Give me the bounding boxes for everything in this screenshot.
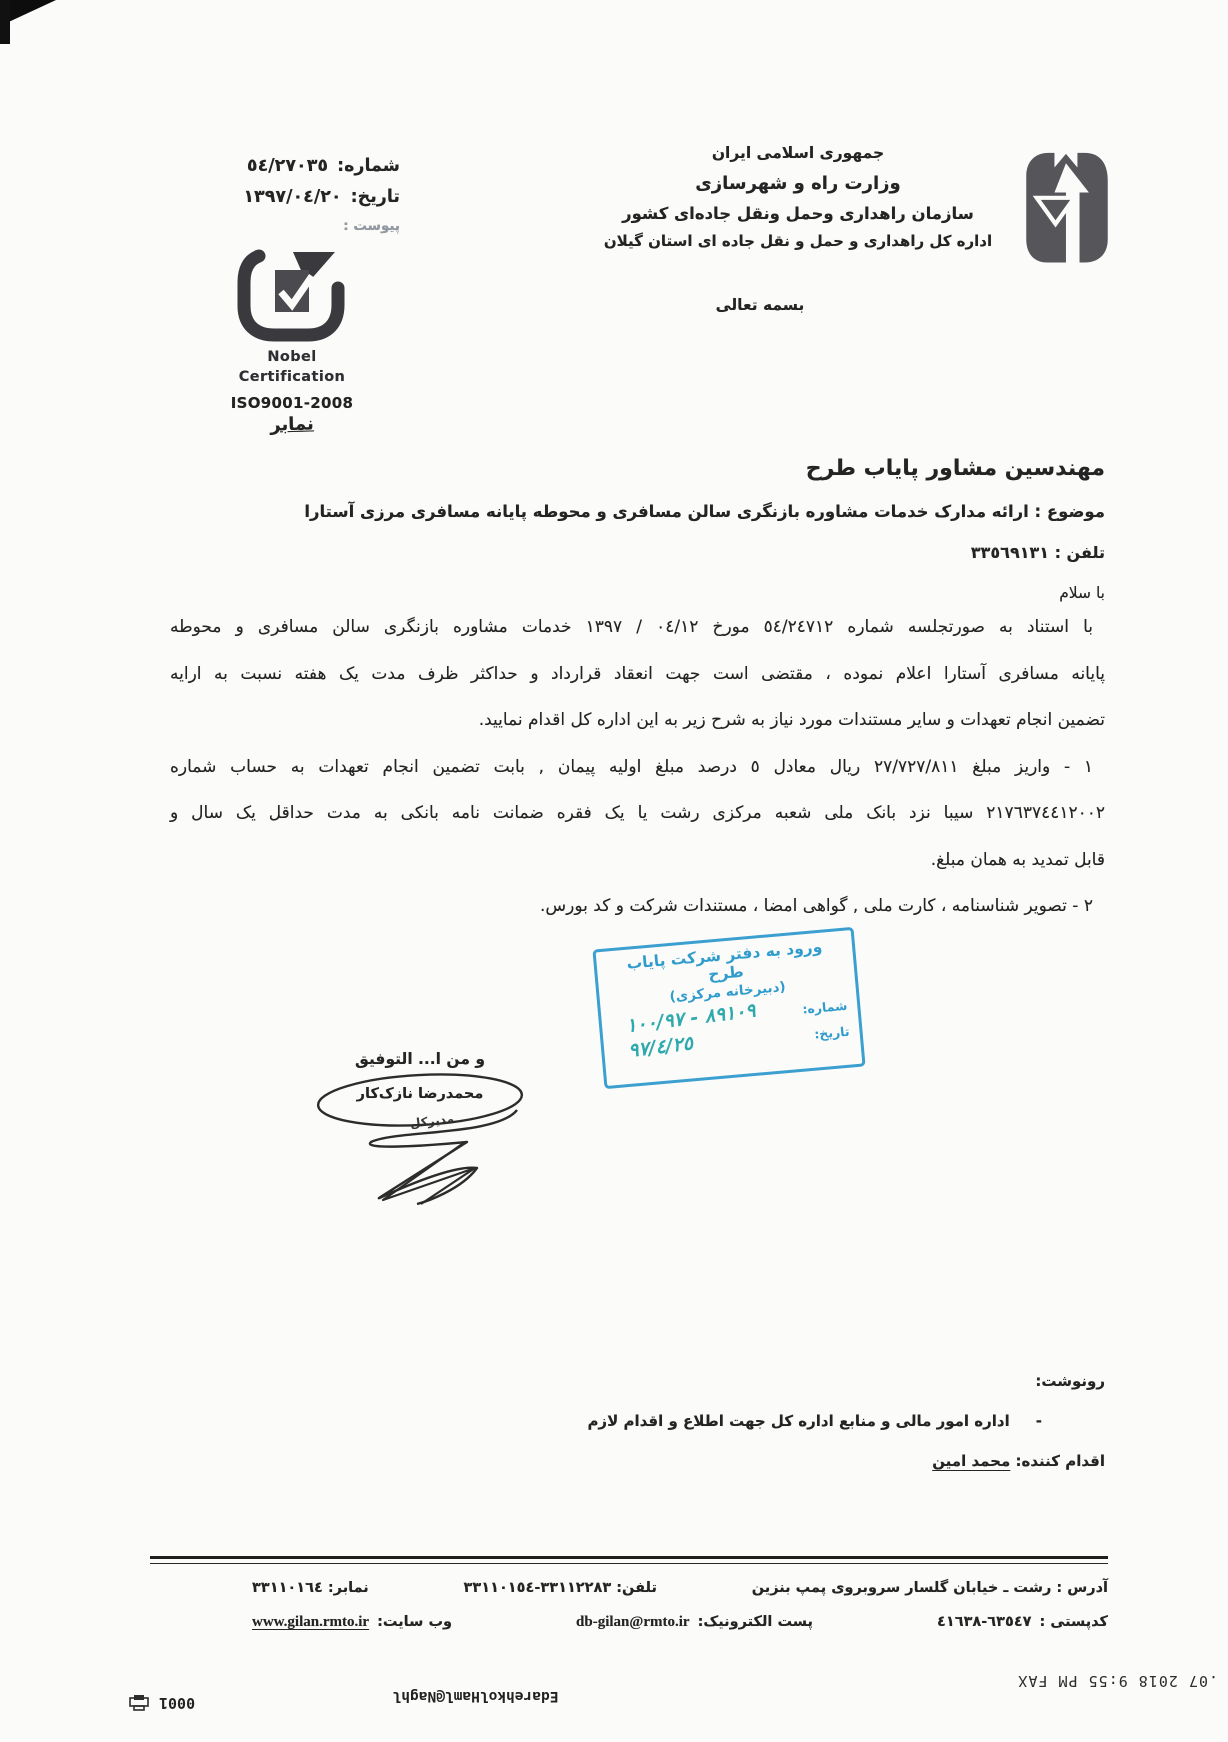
body-line-7: ٢ - تصویر شناسنامه ، کارت ملی , گواهی امضا ، مستندات شرکت و کد بورس. [540, 896, 1093, 916]
footer-postal-value: ٤١٦٣٨-٦٣٥٤٧ [937, 1614, 1032, 1630]
org-country-line: جمهوری اسلامی ایران [711, 144, 885, 162]
footer-email-label: پست الکترونیک: [697, 1614, 813, 1630]
signature-dua: و من ا... التوفیق [355, 1050, 485, 1068]
ref-date-value: ١٣٩٧/٠٤/٢٠ [243, 187, 342, 207]
cert-iso-label: ISO9001-2008 [230, 394, 354, 412]
body-line-4: ١ - واریز مبلغ ٢٧/٧٢٧/٨١١ ریال معادل ٥ درصد مبلغ اولیه پیمان , بابت تضمین انجام تعهدات به حساب شماره [170, 756, 1094, 777]
nobel-certification-logo-icon [235, 248, 350, 343]
footer-postal-label: کدپستی : [1039, 1614, 1108, 1630]
footer-rule-top [150, 1556, 1108, 1559]
cert-name-line1: Nobel [267, 349, 317, 365]
ref-number-row [185, 156, 400, 176]
footer-website-label: وب سایت: [377, 1614, 453, 1630]
body-line-5: ٢١٧٦٣٧٤٤١٢٠٠٢ سیبا نزد بانک ملی شعبه مرکزی رشت یا یک فقره ضمانت نامه بانکی به مدت حداقل یک سال و [170, 803, 1105, 823]
stamp-title: ورود به دفتر شرکت پایاب طرح [625, 937, 823, 984]
body-line-1: با استناد به صورتجلسه شماره ٥٤/٢٤٧١٢ مورخ ٠٤/١٢ / ١٣٩٧ خدمات مشاوره بازنگری سالن مسافری و محوطه [170, 617, 1093, 637]
fax-note-stamp: نمابر [269, 413, 315, 436]
certification-block [222, 248, 362, 435]
ref-attachment-label: پیوست : [343, 218, 400, 234]
cc-item-text: اداره امور مالی و منابع اداره کل جهت اطلاع و اقدام لازم [587, 1412, 1010, 1430]
footer-website [252, 1614, 452, 1631]
recipient-line: مهندسین مشاور پایاب طرح [805, 456, 1105, 481]
cc-item [560, 1412, 1042, 1430]
ref-date-row [185, 187, 400, 207]
letter-body [170, 612, 1105, 938]
fax-printer-icon [129, 1695, 149, 1712]
subject-line: موضوع : ارائه مدارک خدمات مشاوره بازنگری سالن مسافری و محوطه پایانه مسافری مرزی آستارا [304, 502, 1105, 521]
footer-website-value: www.gilan.rmto.ir [252, 1614, 370, 1630]
stamp-number-label: شماره: [801, 997, 848, 1017]
besmellah-line: بسمه تعالی [715, 296, 805, 314]
body-line-3: تضمین انجام تعهدات و سایر مستندات مورد نیاز به شرح زیر به این اداره کل اقدام نمایید. [478, 710, 1105, 730]
org-department-line: اداره کل راهداری و حمل و نقل جاده ای استان گیلان [603, 232, 993, 250]
stamp-date-value: ٩٧/٤/٢٥ [627, 1032, 695, 1062]
fax-page-counter-value: 0001 [158, 1694, 196, 1712]
cc-actor-name: محمد امین [932, 1452, 1011, 1470]
fax-station-id-rotated: EdarehkolHaml@Naghl [392, 1688, 559, 1704]
stamp-subtitle: (دبیرخانه مرکزی) [668, 979, 787, 1006]
org-header [548, 144, 1048, 250]
org-organization-line: سازمان راهداری وحمل ونقل جاده‌ای کشور [622, 204, 974, 223]
ref-date-label: تاریخ: [350, 187, 400, 207]
body-line-6: قابل تمدید به همان مبلغ. [930, 849, 1105, 870]
cc-dash: - [1035, 1412, 1042, 1430]
stamp-number-value: ٨٩١٠٩ - ١٠٠/٩٧ [624, 999, 757, 1038]
org-ministry-line: وزارت راه و شهرسازی [695, 173, 901, 194]
stamp-date-label: تاریخ: [813, 1023, 851, 1042]
ref-number-label: شماره: [337, 156, 400, 176]
footer-address: آدرس : رشت ـ خیابان گلسار سروبروی پمپ بنزین [751, 1580, 1108, 1596]
fax-page-counter-rotated [102, 1694, 222, 1712]
footer-postal [937, 1614, 1108, 1631]
footer-email [576, 1614, 813, 1631]
footer-line-2 [252, 1614, 1108, 1631]
signature-role: مدیرکل [409, 1111, 455, 1131]
fax-timestamp-rotated: .07 2018 9:55 PM FAX [1017, 1672, 1218, 1690]
entry-stamp [592, 927, 865, 1089]
cc-actor-label: اقدام کننده: [1015, 1452, 1105, 1470]
letter-ref-block [185, 156, 400, 245]
body-line-2: پایانه مسافری آستارا اعلام نموده ، مقتضی است جهت انعقاد قرارداد و حداکثر ظرف مدت یک هفته نسبت به ارایه [170, 663, 1105, 684]
footer-phones: تلفن: ٣٣١١٢٢٨٣-٣٣١١٠١٥٤ [463, 1580, 657, 1596]
footer-rule-bottom [150, 1563, 1108, 1564]
cc-label: رونوشت: [1035, 1372, 1105, 1390]
signature-name: محمدرضا نازک‌کار [356, 1086, 484, 1102]
ref-number-value: ٥٤/٢٧٠٣٥ [246, 156, 329, 176]
footer-email-value: db-gilan@rmto.ir [576, 1614, 690, 1630]
rmto-logo-icon [1020, 140, 1114, 270]
footer-line-1 [252, 1580, 1108, 1596]
footer-fax: نمابر: ٣٣١١٠١٦٤ [252, 1580, 369, 1596]
cert-name-line2: Certification [238, 369, 346, 385]
cc-actor-line [760, 1452, 1105, 1470]
scan-edge-artifact [0, 0, 10, 44]
phone-line: تلفن : ٣٣٥٦٩١٣١ [970, 543, 1105, 562]
signature-scribble-icon [305, 1070, 575, 1209]
salutation-line: با سلام [1059, 584, 1105, 602]
